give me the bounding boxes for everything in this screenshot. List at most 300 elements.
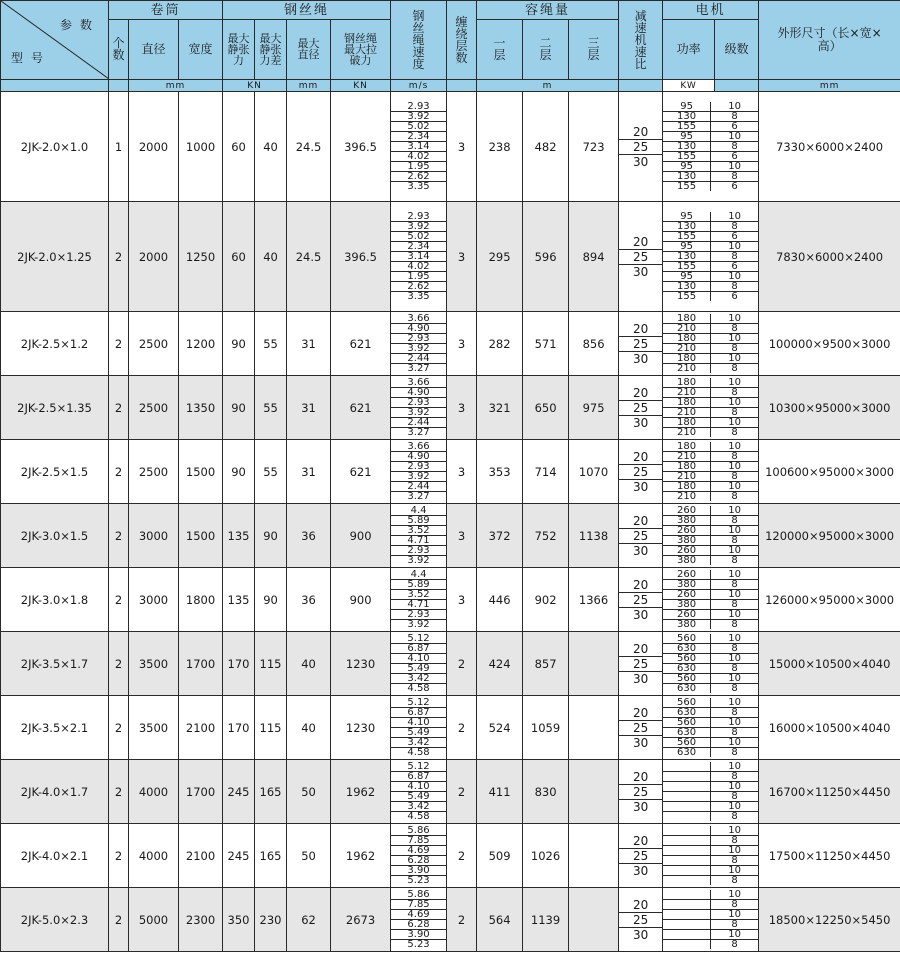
cell-width: 2300 bbox=[179, 888, 223, 952]
cell-tension: 245 bbox=[223, 760, 255, 824]
poles-value: 10 bbox=[711, 525, 758, 535]
cell-count: 2 bbox=[109, 888, 129, 952]
cell-break-force: 1230 bbox=[331, 696, 391, 760]
power-value: 380 bbox=[663, 515, 710, 525]
poles-value: 6 bbox=[711, 181, 758, 191]
speed-value: 6.87 bbox=[391, 707, 446, 717]
poles-value: 6 bbox=[711, 121, 758, 131]
cell-capacity-3: 1366 bbox=[569, 568, 619, 632]
poles-value: 10 bbox=[711, 397, 758, 407]
speed-value: 4.10 bbox=[391, 717, 446, 727]
cell-capacity-2: 571 bbox=[523, 312, 569, 376]
cell-reducer-ratios bbox=[619, 504, 663, 568]
table-row bbox=[1, 92, 900, 202]
poles-value: 10 bbox=[711, 781, 758, 791]
cell-rope-diameter: 36 bbox=[287, 504, 331, 568]
cell-layers: 3 bbox=[447, 440, 477, 504]
cell-count: 2 bbox=[109, 824, 129, 888]
table-row bbox=[1, 824, 900, 888]
cell-tension-diff: 165 bbox=[255, 824, 287, 888]
cell-rope-speeds bbox=[391, 202, 447, 312]
poles-value: 8 bbox=[711, 683, 758, 693]
poles-value: 8 bbox=[711, 535, 758, 545]
poles-value: 8 bbox=[711, 791, 758, 801]
unit-row bbox=[1, 80, 900, 92]
speed-value: 6.28 bbox=[391, 919, 446, 929]
cell-rope-diameter: 24.5 bbox=[287, 92, 331, 202]
cell-tension: 245 bbox=[223, 824, 255, 888]
power-value bbox=[663, 855, 710, 865]
power-value: 210 bbox=[663, 407, 710, 417]
ratio-value: 25 bbox=[619, 249, 662, 264]
poles-value: 10 bbox=[711, 161, 758, 171]
cell-layers: 3 bbox=[447, 568, 477, 632]
cell-count: 2 bbox=[109, 376, 129, 440]
cell-rope-speeds bbox=[391, 632, 447, 696]
poles-value: 10 bbox=[728, 212, 741, 221]
cell-diameter: 3500 bbox=[129, 696, 179, 760]
power-value: 95 bbox=[680, 102, 693, 111]
cell-capacity-1: 411 bbox=[477, 760, 523, 824]
ratio-value: 20 bbox=[632, 449, 649, 464]
cell-capacity-1: 446 bbox=[477, 568, 523, 632]
power-value bbox=[663, 875, 710, 885]
poles-value: 10 bbox=[728, 634, 741, 643]
cell-break-force: 900 bbox=[331, 504, 391, 568]
poles-value: 8 bbox=[711, 899, 758, 909]
power-value: 260 bbox=[663, 589, 710, 599]
power-value: 95 bbox=[663, 161, 710, 171]
cell-rope-speeds bbox=[391, 312, 447, 376]
cell-layers: 3 bbox=[447, 92, 477, 202]
cell-layers: 2 bbox=[447, 888, 477, 952]
poles-value: 8 bbox=[711, 919, 758, 929]
poles-value: 8 bbox=[711, 835, 758, 845]
speed-value: 2.44 bbox=[391, 481, 446, 491]
cell-rope-speeds bbox=[391, 376, 447, 440]
cell-rope-speeds bbox=[391, 760, 447, 824]
cell-count: 2 bbox=[109, 568, 129, 632]
cell-rope-speeds bbox=[391, 504, 447, 568]
cell-model: 2JK-2.5×1.35 bbox=[1, 376, 109, 440]
cell-break-force: 621 bbox=[331, 440, 391, 504]
group-rope: 钢丝绳 bbox=[223, 1, 391, 20]
power-value: 560 bbox=[677, 698, 697, 707]
speed-value: 5.12 bbox=[407, 634, 430, 643]
cell-rope-diameter: 31 bbox=[287, 312, 331, 376]
cell-reducer-ratios bbox=[619, 888, 663, 952]
power-value: 260 bbox=[663, 545, 710, 555]
poles-value: 8 bbox=[711, 579, 758, 589]
ratio-value: 20 bbox=[632, 705, 649, 720]
speed-value: 4.71 bbox=[391, 599, 446, 609]
cell-model: 2JK-2.0×1.25 bbox=[1, 202, 109, 312]
cell-tension: 60 bbox=[223, 92, 255, 202]
speed-value: 2.93 bbox=[391, 333, 446, 343]
cell-width: 1500 bbox=[179, 504, 223, 568]
cell-break-force: 1230 bbox=[331, 632, 391, 696]
speed-value: 4.02 bbox=[391, 151, 446, 161]
poles-value: 8 bbox=[711, 619, 758, 629]
speed-value: 3.14 bbox=[391, 251, 446, 261]
cell-count: 2 bbox=[109, 440, 129, 504]
power-value bbox=[663, 762, 710, 771]
cell-rope-diameter: 40 bbox=[287, 632, 331, 696]
cell-capacity-2: 482 bbox=[523, 92, 569, 202]
power-value: 155 bbox=[663, 231, 710, 241]
poles-value: 8 bbox=[711, 451, 758, 461]
speed-value: 7.85 bbox=[391, 835, 446, 845]
poles-value: 6 bbox=[711, 231, 758, 241]
ratio-value: 30 bbox=[619, 351, 662, 366]
cell-capacity-3 bbox=[569, 760, 619, 824]
cell-width: 1350 bbox=[179, 376, 223, 440]
table-row bbox=[1, 632, 900, 696]
power-value: 180 bbox=[663, 481, 710, 491]
speed-value: 3.27 bbox=[391, 491, 446, 501]
speed-value: 6.28 bbox=[391, 855, 446, 865]
cell-capacity-2: 596 bbox=[523, 202, 569, 312]
cell-model: 2JK-5.0×2.3 bbox=[1, 888, 109, 952]
cell-dimensions: 17500×11250×4450 bbox=[759, 824, 900, 888]
speed-value: 5.49 bbox=[391, 663, 446, 673]
poles-value: 8 bbox=[711, 727, 758, 737]
cell-reducer-ratios bbox=[619, 92, 663, 202]
poles-value: 10 bbox=[711, 653, 758, 663]
cell-capacity-3 bbox=[569, 888, 619, 952]
power-value: 180 bbox=[677, 442, 697, 451]
cell-diameter: 4000 bbox=[129, 760, 179, 824]
unit-speed: m/s bbox=[391, 80, 447, 92]
poles-value: 10 bbox=[711, 417, 758, 427]
col-layer3: 三层 bbox=[569, 20, 619, 80]
poles-value: 8 bbox=[711, 663, 758, 673]
cell-diameter: 3000 bbox=[129, 504, 179, 568]
speed-value: 6.87 bbox=[391, 643, 446, 653]
cell-rope-diameter: 50 bbox=[287, 824, 331, 888]
speed-value: 3.35 bbox=[391, 181, 446, 191]
cell-model: 2JK-3.0×1.8 bbox=[1, 568, 109, 632]
speed-value: 3.42 bbox=[391, 801, 446, 811]
poles-value: 8 bbox=[711, 771, 758, 781]
cell-tension: 90 bbox=[223, 440, 255, 504]
cell-diameter: 5000 bbox=[129, 888, 179, 952]
poles-value: 8 bbox=[711, 221, 758, 231]
cell-motor bbox=[663, 760, 759, 824]
poles-value: 8 bbox=[711, 387, 758, 397]
cell-tension: 350 bbox=[223, 888, 255, 952]
cell-reducer-ratios bbox=[619, 632, 663, 696]
speed-value: 2.44 bbox=[391, 353, 446, 363]
power-value: 180 bbox=[663, 417, 710, 427]
ratio-value: 30 bbox=[619, 927, 662, 942]
cell-tension-diff: 90 bbox=[255, 504, 287, 568]
power-value: 130 bbox=[663, 141, 710, 151]
power-value: 630 bbox=[663, 707, 710, 717]
poles-value: 10 bbox=[711, 865, 758, 875]
cell-capacity-2: 857 bbox=[523, 632, 569, 696]
cell-layers: 3 bbox=[447, 312, 477, 376]
ratio-value: 20 bbox=[632, 124, 649, 139]
col-layers: 缠绕层数 bbox=[447, 1, 477, 80]
speed-value: 2.62 bbox=[391, 281, 446, 291]
poles-value: 10 bbox=[711, 801, 758, 811]
speed-value: 2.93 bbox=[407, 212, 430, 221]
cell-width: 1800 bbox=[179, 568, 223, 632]
poles-value: 8 bbox=[711, 251, 758, 261]
poles-value: 6 bbox=[711, 151, 758, 161]
speed-value: 3.92 bbox=[391, 221, 446, 231]
cell-tension-diff: 90 bbox=[255, 568, 287, 632]
power-value bbox=[663, 919, 710, 929]
table-body bbox=[1, 92, 900, 952]
poles-value: 8 bbox=[711, 515, 758, 525]
speed-value: 4.10 bbox=[391, 653, 446, 663]
cell-model: 2JK-2.5×1.2 bbox=[1, 312, 109, 376]
cell-model: 2JK-2.5×1.5 bbox=[1, 440, 109, 504]
power-value bbox=[663, 890, 710, 899]
group-motor: 电机 bbox=[663, 1, 759, 20]
power-value: 630 bbox=[663, 727, 710, 737]
col-rope-speed: 钢丝绳速度 bbox=[391, 1, 447, 80]
cell-model: 2JK-4.0×1.7 bbox=[1, 760, 109, 824]
poles-value: 8 bbox=[711, 427, 758, 437]
power-value: 380 bbox=[663, 599, 710, 609]
ratio-value: 30 bbox=[619, 671, 662, 686]
cell-model: 2JK-2.0×1.0 bbox=[1, 92, 109, 202]
poles-value: 10 bbox=[728, 570, 741, 579]
cell-capacity-2: 902 bbox=[523, 568, 569, 632]
cell-count: 2 bbox=[109, 504, 129, 568]
cell-break-force: 1962 bbox=[331, 824, 391, 888]
cell-break-force: 396.5 bbox=[331, 202, 391, 312]
speed-value: 5.89 bbox=[391, 579, 446, 589]
cell-width: 1700 bbox=[179, 632, 223, 696]
speed-value: 4.58 bbox=[391, 683, 446, 693]
power-value: 630 bbox=[663, 747, 710, 757]
cell-motor bbox=[663, 92, 759, 202]
poles-value: 10 bbox=[711, 481, 758, 491]
ratio-value: 25 bbox=[619, 528, 662, 543]
cell-dimensions: 100600×95000×3000 bbox=[759, 440, 900, 504]
speed-value: 4.69 bbox=[391, 909, 446, 919]
ratio-value: 30 bbox=[619, 735, 662, 750]
power-value: 95 bbox=[663, 241, 710, 251]
poles-value: 8 bbox=[711, 939, 758, 949]
poles-value: 8 bbox=[711, 471, 758, 481]
speed-value: 2.62 bbox=[391, 171, 446, 181]
corner-model-label: 型号 bbox=[11, 51, 52, 65]
speed-value: 5.49 bbox=[391, 727, 446, 737]
cell-motor bbox=[663, 202, 759, 312]
cell-width: 2100 bbox=[179, 696, 223, 760]
speed-value: 3.42 bbox=[391, 737, 446, 747]
power-value: 260 bbox=[677, 506, 697, 515]
speed-value: 4.90 bbox=[391, 323, 446, 333]
power-value: 210 bbox=[663, 471, 710, 481]
cell-layers: 3 bbox=[447, 376, 477, 440]
cell-dimensions: 100000×9500×3000 bbox=[759, 312, 900, 376]
speed-value: 2.44 bbox=[391, 417, 446, 427]
poles-value: 8 bbox=[711, 707, 758, 717]
ratio-value: 30 bbox=[619, 863, 662, 878]
poles-value: 10 bbox=[711, 673, 758, 683]
group-capacity: 容绳量 bbox=[477, 1, 619, 20]
cell-break-force: 621 bbox=[331, 376, 391, 440]
speed-value: 3.92 bbox=[391, 111, 446, 121]
cell-capacity-2: 1139 bbox=[523, 888, 569, 952]
cell-rope-diameter: 36 bbox=[287, 568, 331, 632]
poles-value: 10 bbox=[711, 333, 758, 343]
cell-tension: 90 bbox=[223, 312, 255, 376]
poles-value: 10 bbox=[711, 241, 758, 251]
poles-value: 8 bbox=[711, 171, 758, 181]
cell-rope-speeds bbox=[391, 568, 447, 632]
cell-dimensions: 15000×10500×4040 bbox=[759, 632, 900, 696]
power-value: 560 bbox=[663, 673, 710, 683]
cell-capacity-1: 372 bbox=[477, 504, 523, 568]
cell-tension-diff: 55 bbox=[255, 440, 287, 504]
cell-reducer-ratios bbox=[619, 696, 663, 760]
cell-dimensions: 10300×95000×3000 bbox=[759, 376, 900, 440]
power-value: 210 bbox=[663, 323, 710, 333]
cell-width: 1000 bbox=[179, 92, 223, 202]
ratio-value: 30 bbox=[619, 264, 662, 279]
speed-value: 1.95 bbox=[391, 161, 446, 171]
poles-value: 10 bbox=[711, 717, 758, 727]
cell-diameter: 2500 bbox=[129, 376, 179, 440]
power-value: 95 bbox=[680, 212, 693, 221]
ratio-value: 25 bbox=[619, 656, 662, 671]
ratio-value: 25 bbox=[619, 912, 662, 927]
power-value bbox=[663, 909, 710, 919]
col-count: 个数 bbox=[109, 20, 129, 80]
cell-model: 2JK-3.0×1.5 bbox=[1, 504, 109, 568]
power-value bbox=[663, 835, 710, 845]
col-rope-max-diameter: 最大直径 bbox=[287, 20, 331, 80]
unit-dim: mm bbox=[759, 80, 900, 92]
power-value bbox=[663, 845, 710, 855]
speed-value: 3.92 bbox=[391, 555, 446, 565]
cell-count: 2 bbox=[109, 202, 129, 312]
poles-value: 8 bbox=[711, 491, 758, 501]
cell-motor bbox=[663, 824, 759, 888]
power-value: 210 bbox=[663, 343, 710, 353]
speed-value: 3.92 bbox=[391, 471, 446, 481]
poles-value: 8 bbox=[711, 323, 758, 333]
cell-motor bbox=[663, 568, 759, 632]
ratio-value: 25 bbox=[619, 592, 662, 607]
cell-count: 2 bbox=[109, 632, 129, 696]
ratio-value: 20 bbox=[632, 897, 649, 912]
cell-tension-diff: 55 bbox=[255, 312, 287, 376]
cell-tension: 90 bbox=[223, 376, 255, 440]
poles-value: 8 bbox=[711, 875, 758, 885]
speed-value: 5.86 bbox=[407, 826, 430, 835]
power-value: 180 bbox=[663, 353, 710, 363]
power-value bbox=[663, 865, 710, 875]
poles-value: 10 bbox=[711, 929, 758, 939]
power-value: 260 bbox=[663, 525, 710, 535]
ratio-value: 30 bbox=[619, 415, 662, 430]
poles-value: 10 bbox=[728, 102, 741, 111]
power-value: 95 bbox=[663, 131, 710, 141]
ratio-value: 25 bbox=[619, 848, 662, 863]
cell-rope-diameter: 24.5 bbox=[287, 202, 331, 312]
poles-value: 10 bbox=[711, 609, 758, 619]
cell-model: 2JK-3.5×2.1 bbox=[1, 696, 109, 760]
cell-diameter: 3500 bbox=[129, 632, 179, 696]
cell-capacity-3: 856 bbox=[569, 312, 619, 376]
cell-dimensions: 16700×11250×4450 bbox=[759, 760, 900, 824]
col-poles: 级数 bbox=[715, 20, 759, 80]
speed-value: 5.23 bbox=[391, 939, 446, 949]
speed-value: 4.90 bbox=[391, 451, 446, 461]
poles-value: 10 bbox=[711, 461, 758, 471]
power-value bbox=[663, 801, 710, 811]
cell-capacity-2: 650 bbox=[523, 376, 569, 440]
table-row bbox=[1, 312, 900, 376]
table-row bbox=[1, 202, 900, 312]
cell-break-force: 1962 bbox=[331, 760, 391, 824]
cell-width: 1200 bbox=[179, 312, 223, 376]
speed-value: 1.95 bbox=[391, 271, 446, 281]
ratio-value: 30 bbox=[619, 479, 662, 494]
speed-value: 5.86 bbox=[407, 890, 430, 899]
cell-tension: 135 bbox=[223, 504, 255, 568]
speed-value: 3.92 bbox=[391, 343, 446, 353]
power-value: 210 bbox=[663, 451, 710, 461]
cell-tension: 170 bbox=[223, 696, 255, 760]
cell-reducer-ratios bbox=[619, 824, 663, 888]
cell-motor bbox=[663, 888, 759, 952]
speed-value: 2.34 bbox=[391, 131, 446, 141]
cell-tension-diff: 55 bbox=[255, 376, 287, 440]
ratio-value: 30 bbox=[619, 154, 662, 169]
speed-value: 4.58 bbox=[391, 811, 446, 821]
power-value bbox=[663, 771, 710, 781]
cell-tension-diff: 230 bbox=[255, 888, 287, 952]
power-value: 180 bbox=[663, 397, 710, 407]
speed-value: 4.02 bbox=[391, 261, 446, 271]
poles-value: 8 bbox=[711, 281, 758, 291]
cell-break-force: 900 bbox=[331, 568, 391, 632]
cell-motor bbox=[663, 632, 759, 696]
poles-value: 10 bbox=[728, 762, 741, 771]
ratio-value: 30 bbox=[619, 799, 662, 814]
cell-capacity-2: 830 bbox=[523, 760, 569, 824]
col-layer1: 一层 bbox=[477, 20, 523, 80]
poles-value: 8 bbox=[711, 599, 758, 609]
cell-layers: 2 bbox=[447, 632, 477, 696]
speed-value: 2.93 bbox=[391, 609, 446, 619]
speed-value: 4.58 bbox=[391, 747, 446, 757]
cell-break-force: 396.5 bbox=[331, 92, 391, 202]
cell-layers: 2 bbox=[447, 824, 477, 888]
power-value: 180 bbox=[663, 461, 710, 471]
power-value bbox=[663, 929, 710, 939]
power-value bbox=[663, 826, 710, 835]
cell-reducer-ratios bbox=[619, 440, 663, 504]
col-power: 功率 bbox=[663, 20, 715, 80]
corner-param-label: 参数 bbox=[59, 18, 100, 32]
power-value: 380 bbox=[663, 535, 710, 545]
cell-tension-diff: 165 bbox=[255, 760, 287, 824]
speed-value: 5.12 bbox=[407, 762, 430, 771]
speed-value: 7.85 bbox=[391, 899, 446, 909]
cell-motor bbox=[663, 312, 759, 376]
speed-value: 6.87 bbox=[391, 771, 446, 781]
